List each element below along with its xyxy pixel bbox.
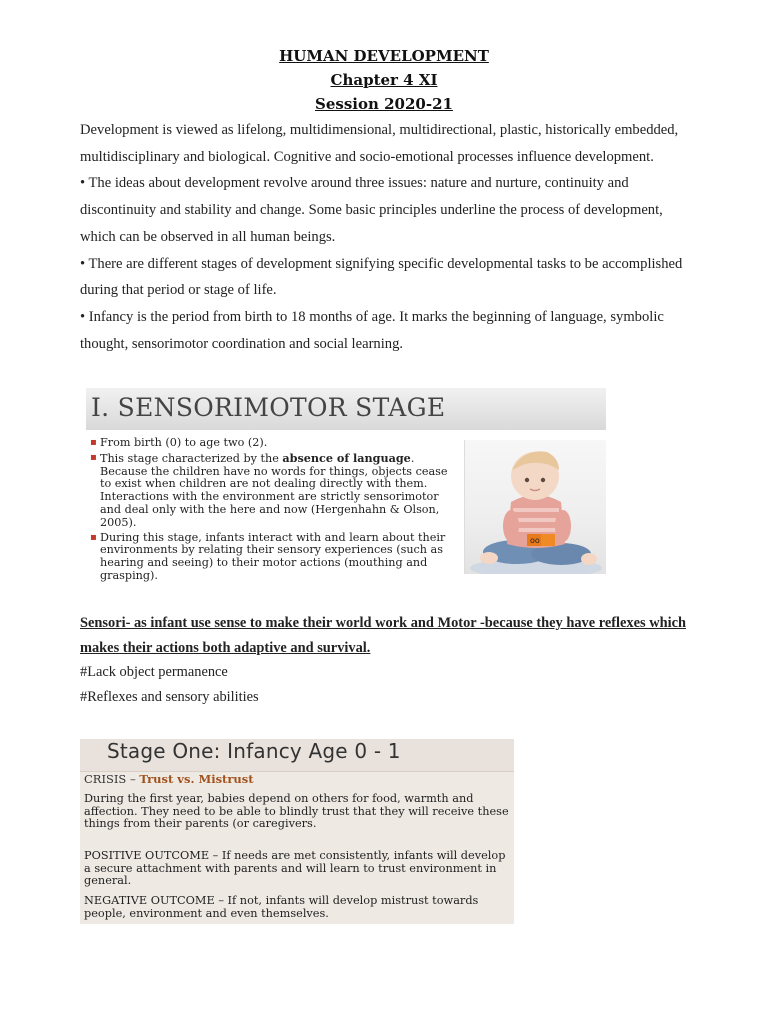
slide-title: Stage One: Infancy Age 0 - 1 — [107, 739, 401, 763]
negative-outcome-paragraph: NEGATIVE OUTCOME – If not, infants will develop mistrust towards people, environment and even themselves. — [84, 894, 479, 920]
intro-paragraph: Development is viewed as lifelong, multidimensional, multidirectional, plastic, historically embedded, multidisciplinary and biological. Cognitive and socio-emotional processes influence development. — [80, 122, 679, 165]
hashtag-note: #Reflexes and sensory abilities — [80, 689, 259, 705]
body-text — [80, 117, 700, 357]
document-title: HUMAN DEVELOPMENT — [279, 47, 489, 65]
slide-bullet-list — [90, 437, 462, 585]
hashtag-note: #Lack object permanence — [80, 664, 228, 680]
slide-bullet: ▪ During this stage, infants interact with and learn about their environments by relating their sensory experiences (such as hearing and seeing) to their motor actions (mouthing and grasping). — [90, 532, 462, 583]
crisis-label: CRISIS – — [84, 772, 140, 786]
bullet-paragraph: • There are different stages of development signifying specific developmental tasks to be accomplished during that period or stage of life. — [80, 255, 683, 299]
stage-one-slide-image — [80, 739, 514, 924]
sensori-note: Sensori- as infant use sense to make their world work and Motor -because they have reflexes which — [80, 615, 686, 631]
crisis-line — [84, 772, 254, 786]
slide-bullet: ▪ From birth (0) to age two (2). — [90, 437, 462, 450]
baby-illustration — [465, 440, 606, 574]
crisis-value: Trust vs. Mistrust — [139, 772, 254, 786]
slide-title: I. SENSORIMOTOR STAGE — [91, 393, 446, 422]
slide-bullet-text: . Because the children have no words for things, objects cease to exist when children are not dealing directly with them. Interactions with the environment are strictly sensorimotor and deal only with the here and now (Hergenhahn & Olson, 2005). — [100, 451, 448, 529]
slide-bullet-text: This stage characterized by the — [100, 451, 283, 465]
session-heading: Session 2020-21 — [315, 95, 453, 113]
bullet-paragraph: • The ideas about development revolve around three issues: nature and nurture, continuity and discontinuity and stability and change. Some basic principles underline the process of development, which can be observed in all human beings. — [80, 175, 663, 245]
chapter-heading: Chapter 4 XI — [330, 71, 438, 89]
slide-bullet — [90, 452, 462, 530]
slide-paragraph: During the first year, babies depend on others for food, warmth and affection. They need to be able to blindly trust that they will receive these things from their parents (or caregivers. — [84, 792, 509, 831]
toy-block-text: oo — [530, 536, 540, 545]
baby-photo — [464, 440, 606, 574]
bullet-paragraph: • Infancy is the period from birth to 18 months of age. It marks the beginning of language, symbolic thought, sensorimotor coordination and social learning. — [80, 308, 664, 352]
sensorimotor-slide-image — [86, 388, 606, 602]
positive-outcome-paragraph: POSITIVE OUTCOME – If needs are met consistently, infants will develop a secure attachment with parents and will learn to trust environment in general. — [84, 849, 506, 888]
slide-bullet-bold-text: absence of language — [282, 450, 411, 465]
sensori-note-continued: makes their actions both adaptive and survival. — [80, 640, 371, 656]
